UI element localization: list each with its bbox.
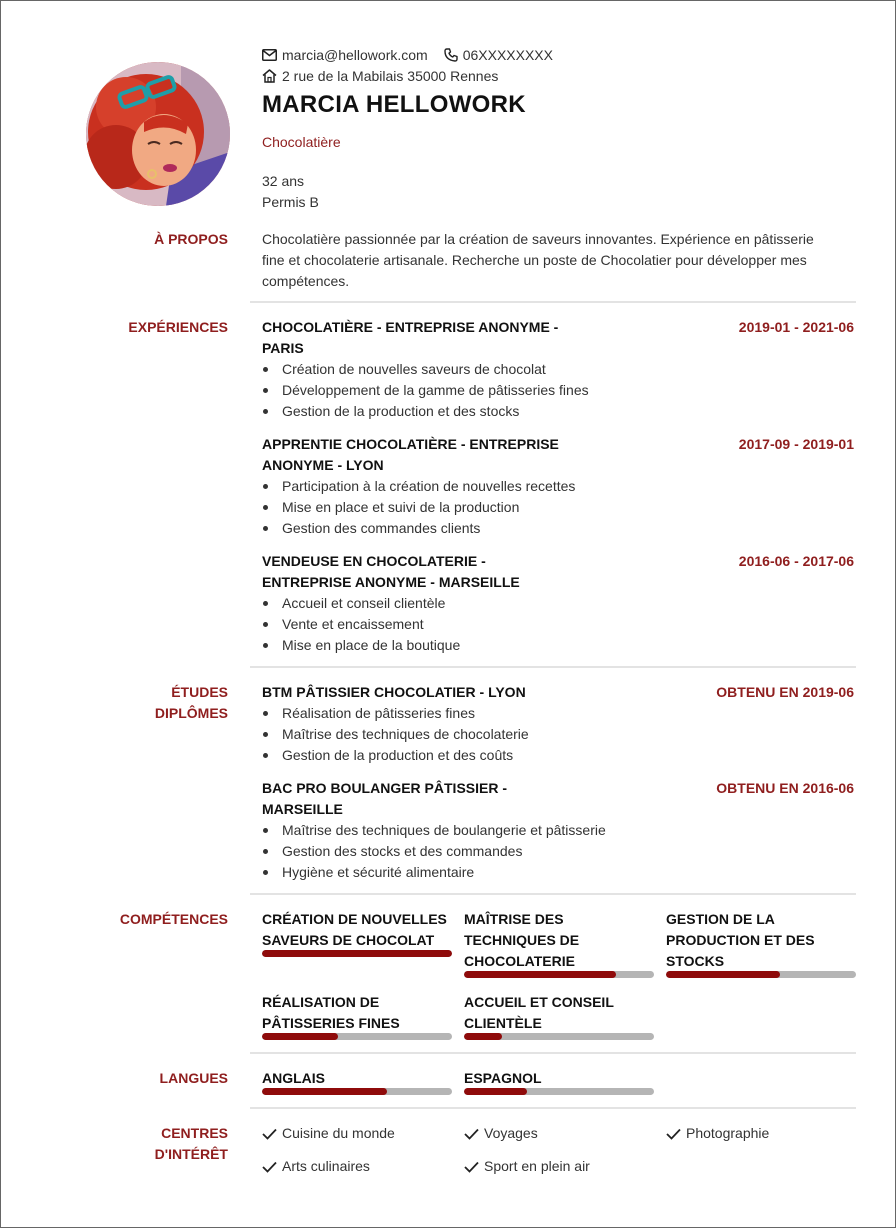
skill-level-bar: [262, 950, 452, 957]
interest-label: Photographie: [686, 1125, 770, 1141]
check-icon: [666, 1128, 681, 1140]
interest-label: Voyages: [484, 1125, 538, 1141]
about-line: compétences.: [262, 273, 350, 289]
skill-level-fill: [464, 1033, 502, 1040]
skill-label-line: ACCUEIL ET CONSEIL: [464, 994, 614, 1010]
skill-item: [464, 992, 654, 1034]
skill-level-bar: [666, 971, 856, 978]
home-icon: [262, 69, 277, 83]
education-bullets: [262, 820, 606, 883]
section-label-languages: LANGUES: [159, 1070, 228, 1086]
skill-level-fill: [262, 950, 452, 957]
skill-label-line: PRODUCTION ET DES: [666, 932, 815, 948]
skill-label-line: CHOCOLATERIE: [464, 953, 575, 969]
list-item: Gestion de la production et des coûts: [262, 745, 529, 766]
experience-title: [262, 317, 602, 359]
experience-title: [262, 434, 602, 476]
skill-level-bar: [464, 971, 654, 978]
address-item: [262, 68, 498, 84]
list-item: Gestion des commandes clients: [262, 518, 575, 539]
experience-title-line: ANONYME - LYON: [262, 457, 384, 473]
check-icon: [262, 1128, 277, 1140]
interest-item: [262, 1123, 395, 1144]
language-name: ANGLAIS: [262, 1070, 325, 1086]
driving-license: Permis B: [262, 194, 319, 210]
skill-label-line: STOCKS: [666, 953, 725, 969]
experience-date: 2019-01 - 2021-06: [738, 319, 854, 335]
section-label-interests: [48, 1123, 228, 1165]
skill-label-line: TECHNIQUES DE: [464, 932, 580, 948]
about-line: Chocolatière passionnée par la création de saveurs innovantes. Expérience en pâtisserie: [262, 231, 814, 247]
education-title: [262, 682, 602, 703]
education-date: OBTENU EN 2016-06: [716, 780, 854, 796]
language-level-bar: [262, 1088, 452, 1095]
section-label-skills: COMPÉTENCES: [119, 911, 228, 927]
list-item: Vente et encaissement: [262, 614, 460, 635]
skill-label-line: PÂTISSERIES FINES: [262, 1015, 400, 1031]
email-text: marcia@hellowork.com: [282, 46, 428, 63]
divider: [250, 301, 856, 303]
skill-level-bar: [262, 1033, 452, 1040]
skill-label-line: CLIENTÈLE: [464, 1015, 542, 1031]
list-item: Mise en place et suivi de la production: [262, 497, 575, 518]
skill-label: [464, 909, 654, 972]
interest-item: [262, 1156, 370, 1177]
interest-item: [666, 1123, 769, 1144]
skill-label: [464, 992, 654, 1034]
education-title-line: BTM PÂTISSIER CHOCOLATIER - LYON: [262, 684, 526, 700]
language-item: [262, 1068, 452, 1089]
list-item: Réalisation de pâtisseries fines: [262, 703, 529, 724]
skill-label-line: RÉALISATION DE: [262, 994, 380, 1010]
interest-label: Cuisine du monde: [282, 1125, 395, 1141]
skill-level-fill: [464, 971, 616, 978]
skill-label-line: GESTION DE LA: [666, 911, 775, 927]
phone-item[interactable]: [444, 47, 553, 63]
skill-label-line: MAÎTRISE DES: [464, 911, 564, 927]
divider: [250, 893, 856, 895]
experience-title: [262, 551, 602, 593]
age: 32 ans: [262, 173, 305, 189]
address-text: 2 rue de la Mabilais 35000 Rennes: [282, 67, 499, 84]
experience-title-line: VENDEUSE EN CHOCOLATERIE -: [262, 553, 486, 569]
list-item: Création de nouvelles saveurs de chocolat: [262, 359, 589, 380]
education-title-line: BAC PRO BOULANGER PÂTISSIER -: [262, 780, 508, 796]
skill-level-fill: [262, 1033, 338, 1040]
list-item: Maîtrise des techniques de chocolaterie: [262, 724, 529, 745]
education-title-line: MARSEILLE: [262, 801, 343, 817]
check-icon: [464, 1161, 479, 1173]
language-level-fill: [464, 1088, 527, 1095]
list-item: Développement de la gamme de pâtisseries fines: [262, 380, 589, 401]
skill-item: [666, 909, 856, 972]
skill-item: [262, 909, 452, 951]
skill-label: [666, 909, 856, 972]
divider: [250, 666, 856, 668]
list-item: Gestion des stocks et des commandes: [262, 841, 606, 862]
list-item: Participation à la création de nouvelles recettes: [262, 476, 575, 497]
list-item: Maîtrise des techniques de boulangerie et pâtisserie: [262, 820, 606, 841]
experience-bullets: [262, 476, 575, 539]
language-level-fill: [262, 1088, 387, 1095]
skill-label-line: CRÉATION DE NOUVELLES: [262, 911, 447, 927]
email-item[interactable]: [262, 47, 428, 63]
section-label-about: À PROPOS: [154, 231, 228, 247]
skill-level-bar: [464, 1033, 654, 1040]
education-date: OBTENU EN 2019-06: [716, 684, 854, 700]
list-item: Mise en place de la boutique: [262, 635, 460, 656]
interest-item: [464, 1123, 538, 1144]
check-icon: [464, 1128, 479, 1140]
section-label-education: [48, 682, 228, 724]
list-item: Hygiène et sécurité alimentaire: [262, 862, 606, 883]
language-item: [464, 1068, 654, 1089]
experience-bullets: [262, 593, 460, 656]
personal-details: [262, 171, 319, 213]
phone-text: 06XXXXXXXX: [462, 46, 553, 63]
experience-title-line: PARIS: [262, 340, 304, 356]
envelope-icon: [262, 49, 277, 61]
interest-label: Sport en plein air: [484, 1158, 590, 1174]
about-text: [262, 229, 862, 292]
skill-label: [262, 992, 452, 1034]
experience-title-line: ENTREPRISE ANONYME - MARSEILLE: [262, 574, 520, 590]
divider: [250, 1107, 856, 1109]
candidate-name: MARCIA HELLOWORK: [262, 91, 526, 118]
check-icon: [262, 1161, 277, 1173]
experience-title-line: APPRENTIE CHOCOLATIÈRE - ENTREPRISE: [262, 436, 559, 452]
experience-date: 2017-09 - 2019-01: [738, 436, 854, 452]
interest-label: Arts culinaires: [282, 1158, 370, 1174]
section-label-line: D'INTÉRÊT: [154, 1146, 228, 1162]
experience-bullets: [262, 359, 589, 422]
education-bullets: [262, 703, 529, 766]
section-label-experiences: EXPÉRIENCES: [128, 319, 228, 335]
skill-item: [464, 909, 654, 972]
skill-label-line: SAVEURS DE CHOCOLAT: [262, 932, 435, 948]
list-item: Gestion de la production et des stocks: [262, 401, 589, 422]
about-line: fine et chocolaterie artisanale. Recherche un poste de Chocolatier pour développer mes: [262, 252, 807, 268]
education-title: [262, 778, 602, 820]
interest-item: [464, 1156, 590, 1177]
divider: [250, 1052, 856, 1054]
phone-icon: [444, 48, 458, 62]
section-label-line: CENTRES: [161, 1125, 228, 1141]
section-label-line: ÉTUDES: [171, 684, 228, 700]
contact-info: [262, 44, 569, 86]
experience-date: 2016-06 - 2017-06: [738, 553, 854, 569]
experience-title-line: CHOCOLATIÈRE - ENTREPRISE ANONYME -: [262, 319, 559, 335]
list-item: Accueil et conseil clientèle: [262, 593, 460, 614]
skill-label: [262, 909, 452, 951]
section-label-line: DIPLÔMES: [154, 705, 228, 721]
skill-item: [262, 992, 452, 1034]
language-level-bar: [464, 1088, 654, 1095]
language-name: ESPAGNOL: [464, 1070, 542, 1086]
job-title: Chocolatière: [262, 134, 341, 150]
skill-level-fill: [666, 971, 780, 978]
profile-photo: [86, 62, 230, 206]
